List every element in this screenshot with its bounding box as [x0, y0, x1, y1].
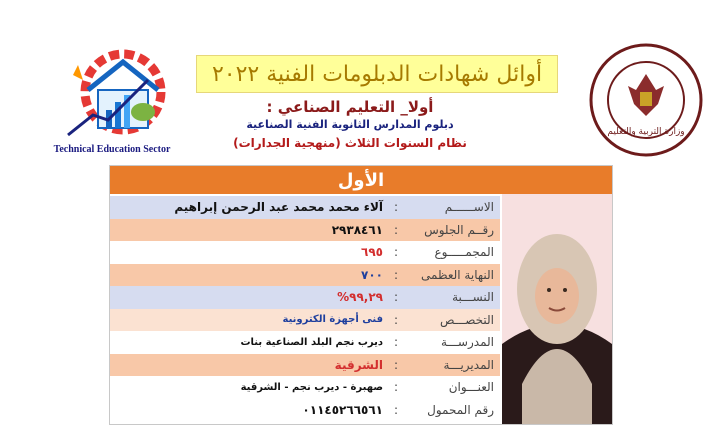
- value-mobile: ٠١١٤٥٢٦٦٥٦١: [302, 402, 383, 417]
- value-name: آلاء محمد محمد عبد الرحمن إبراهيم: [174, 200, 383, 215]
- value-total: ٦٩٥: [361, 245, 383, 260]
- row-directorate: المديريـــة : الشرقية: [110, 354, 500, 377]
- student-photo: [502, 194, 612, 424]
- info-rows: [110, 196, 500, 421]
- label-total: المجمـــــوع: [434, 245, 494, 260]
- eagle-seal-icon: [588, 42, 704, 158]
- label-mobile: رقم المحمول: [427, 402, 494, 417]
- value-specialization: فنى أجهزة الكترونية: [282, 314, 383, 326]
- label-school: المدرســـة: [440, 335, 494, 350]
- row-max-score: النهاية العظمى : ٧٠٠: [110, 264, 500, 287]
- value-address: صهبرة - ديرب نجم - الشرقية: [240, 381, 383, 393]
- row-seat-number: رقــم الجلوس : ٢٩٣٨٤٦١: [110, 219, 500, 242]
- row-school: المدرســـة : ديرب نجم البلد الصناعية بنات: [110, 331, 500, 354]
- value-seat-number: ٢٩٣٨٤٦١: [331, 222, 383, 237]
- student-portrait-icon: [502, 194, 612, 424]
- value-school: ديرب نجم البلد الصناعية بنات: [240, 336, 383, 348]
- row-specialization: التخصـــص : فنى أجهزة الكترونية: [110, 309, 500, 332]
- technical-education-logo: [48, 40, 178, 160]
- label-directorate: المديريـــة: [443, 357, 494, 372]
- value-percentage: ٩٩,٢٩%: [337, 290, 383, 305]
- system-title: نظام السنوات الثلاث (منهجية الجدارات): [233, 136, 467, 150]
- label-percentage: النســـبة: [452, 290, 494, 305]
- row-mobile: رقم المحمول : ٠١١٤٥٢٦٦٥٦١: [110, 399, 500, 422]
- section-title: أولا_ التعليم الصناعي :: [266, 98, 434, 116]
- row-name: الاســــــم : آلاء محمد محمد عبد الرحمن إبراهيم: [110, 196, 500, 219]
- value-directorate: الشرقية: [334, 357, 383, 372]
- label-name: الاســــــم: [444, 200, 494, 215]
- logo-caption: Technical Education Sector: [53, 144, 171, 155]
- label-specialization: التخصـــص: [439, 312, 494, 327]
- diploma-type: دبلوم المدارس الثانوية الفنية الصناعية: [246, 118, 454, 131]
- row-percentage: النســـبة : ٩٩,٢٩%: [110, 286, 500, 309]
- svg-text:وزارة التربية والتعليم: وزارة التربية والتعليم: [607, 127, 685, 137]
- row-address: العنـــوان : صهبرة - ديرب نجم - الشرقية: [110, 376, 500, 399]
- student-card: [109, 165, 613, 425]
- ministry-seal: [588, 42, 704, 158]
- value-max-score: ٧٠٠: [361, 267, 383, 282]
- label-address: العنـــوان: [448, 380, 494, 395]
- label-seat-number: رقــم الجلوس: [424, 222, 494, 237]
- row-total: المجمـــــوع : ٦٩٥: [110, 241, 500, 264]
- label-max-score: النهاية العظمى: [421, 267, 494, 282]
- gear-house-icon: [48, 40, 178, 150]
- rank-header: الأول: [110, 166, 612, 194]
- banner-title: أوائل شهادات الدبلومات الفنية ٢٠٢٢: [196, 55, 558, 93]
